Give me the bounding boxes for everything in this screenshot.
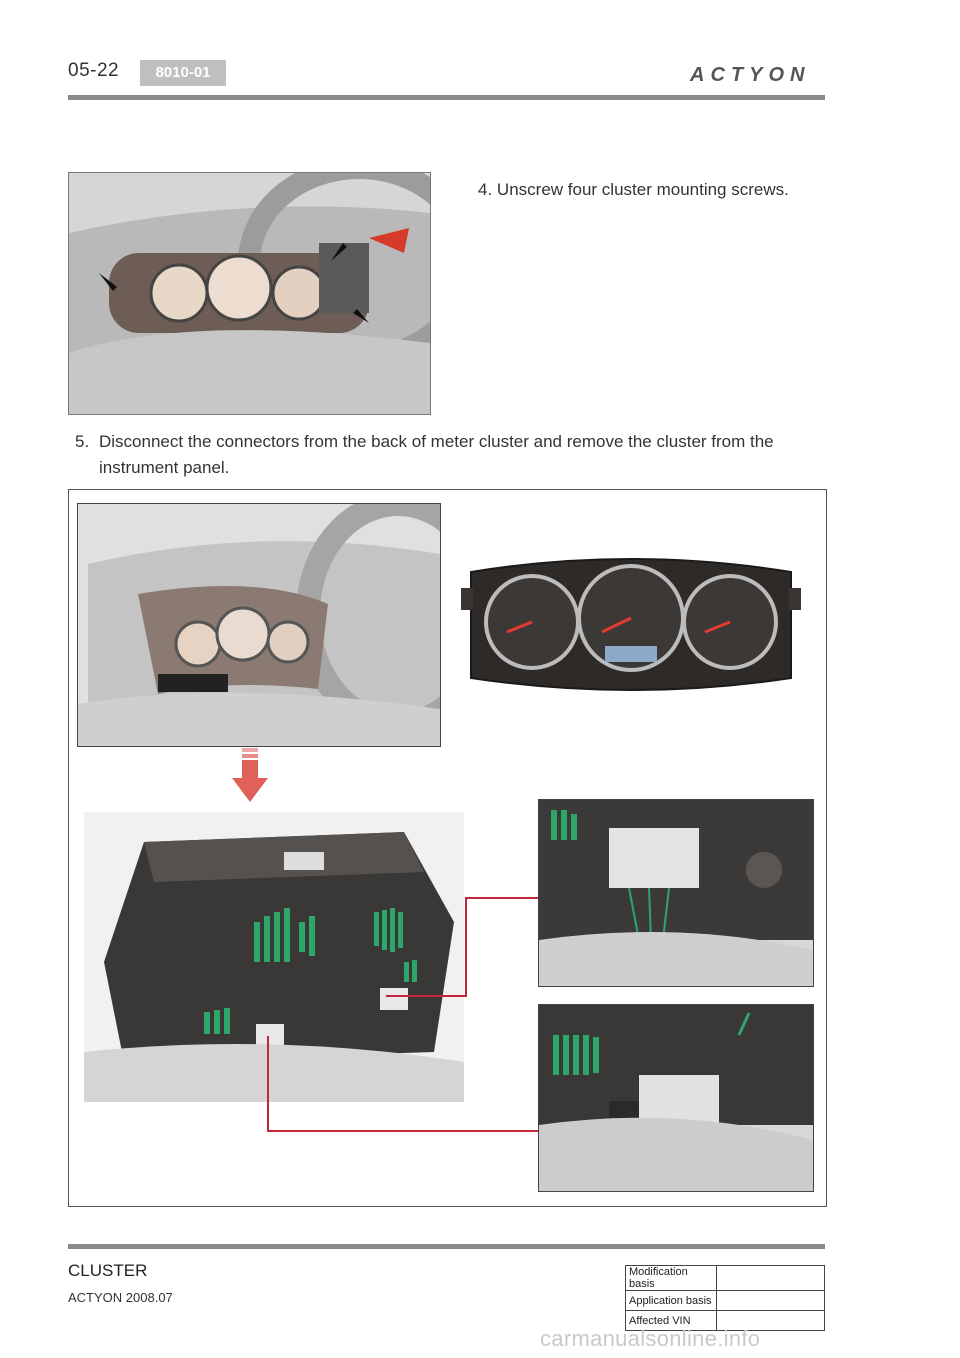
header-rule	[68, 95, 825, 100]
step-number: 5.	[75, 432, 90, 451]
table-label: Affected VIN	[626, 1311, 717, 1331]
brand-logo: ACTYON	[690, 64, 811, 86]
step-description: Unscrew four cluster mounting screws.	[496, 180, 789, 199]
table-value	[717, 1266, 825, 1291]
step-description: Disconnect the connectors from the back of meter cluster and remove the cluster from the	[99, 432, 774, 451]
table-value	[717, 1291, 825, 1311]
connector-closeup-photo-2	[538, 1004, 814, 1192]
revision-table	[625, 1265, 825, 1331]
table-row	[626, 1291, 825, 1311]
step-5-text	[75, 429, 825, 481]
connector-closeup-photo-1	[538, 799, 814, 987]
step-description-continued: instrument panel.	[99, 458, 230, 477]
footer-title: CLUSTER	[68, 1261, 148, 1280]
down-arrow-icon	[232, 748, 268, 804]
table-row	[626, 1266, 825, 1291]
removed-cluster-photo	[457, 552, 805, 698]
section-code-badge: 8010-01	[140, 60, 226, 86]
step-number: 4.	[478, 180, 493, 199]
page-number: 05-22	[68, 60, 120, 81]
step-4-text	[478, 177, 789, 203]
cluster-in-dash-photo	[77, 503, 441, 747]
cluster-back-photo	[84, 812, 464, 1102]
step4-photo	[68, 172, 431, 415]
watermark: carmanualsonline.info	[540, 1326, 761, 1351]
table-label: Application basis	[626, 1291, 717, 1311]
table-label: Modification basis	[626, 1266, 717, 1291]
footer-rule	[68, 1244, 825, 1249]
footer-subtitle: ACTYON 2008.07	[68, 1290, 173, 1305]
